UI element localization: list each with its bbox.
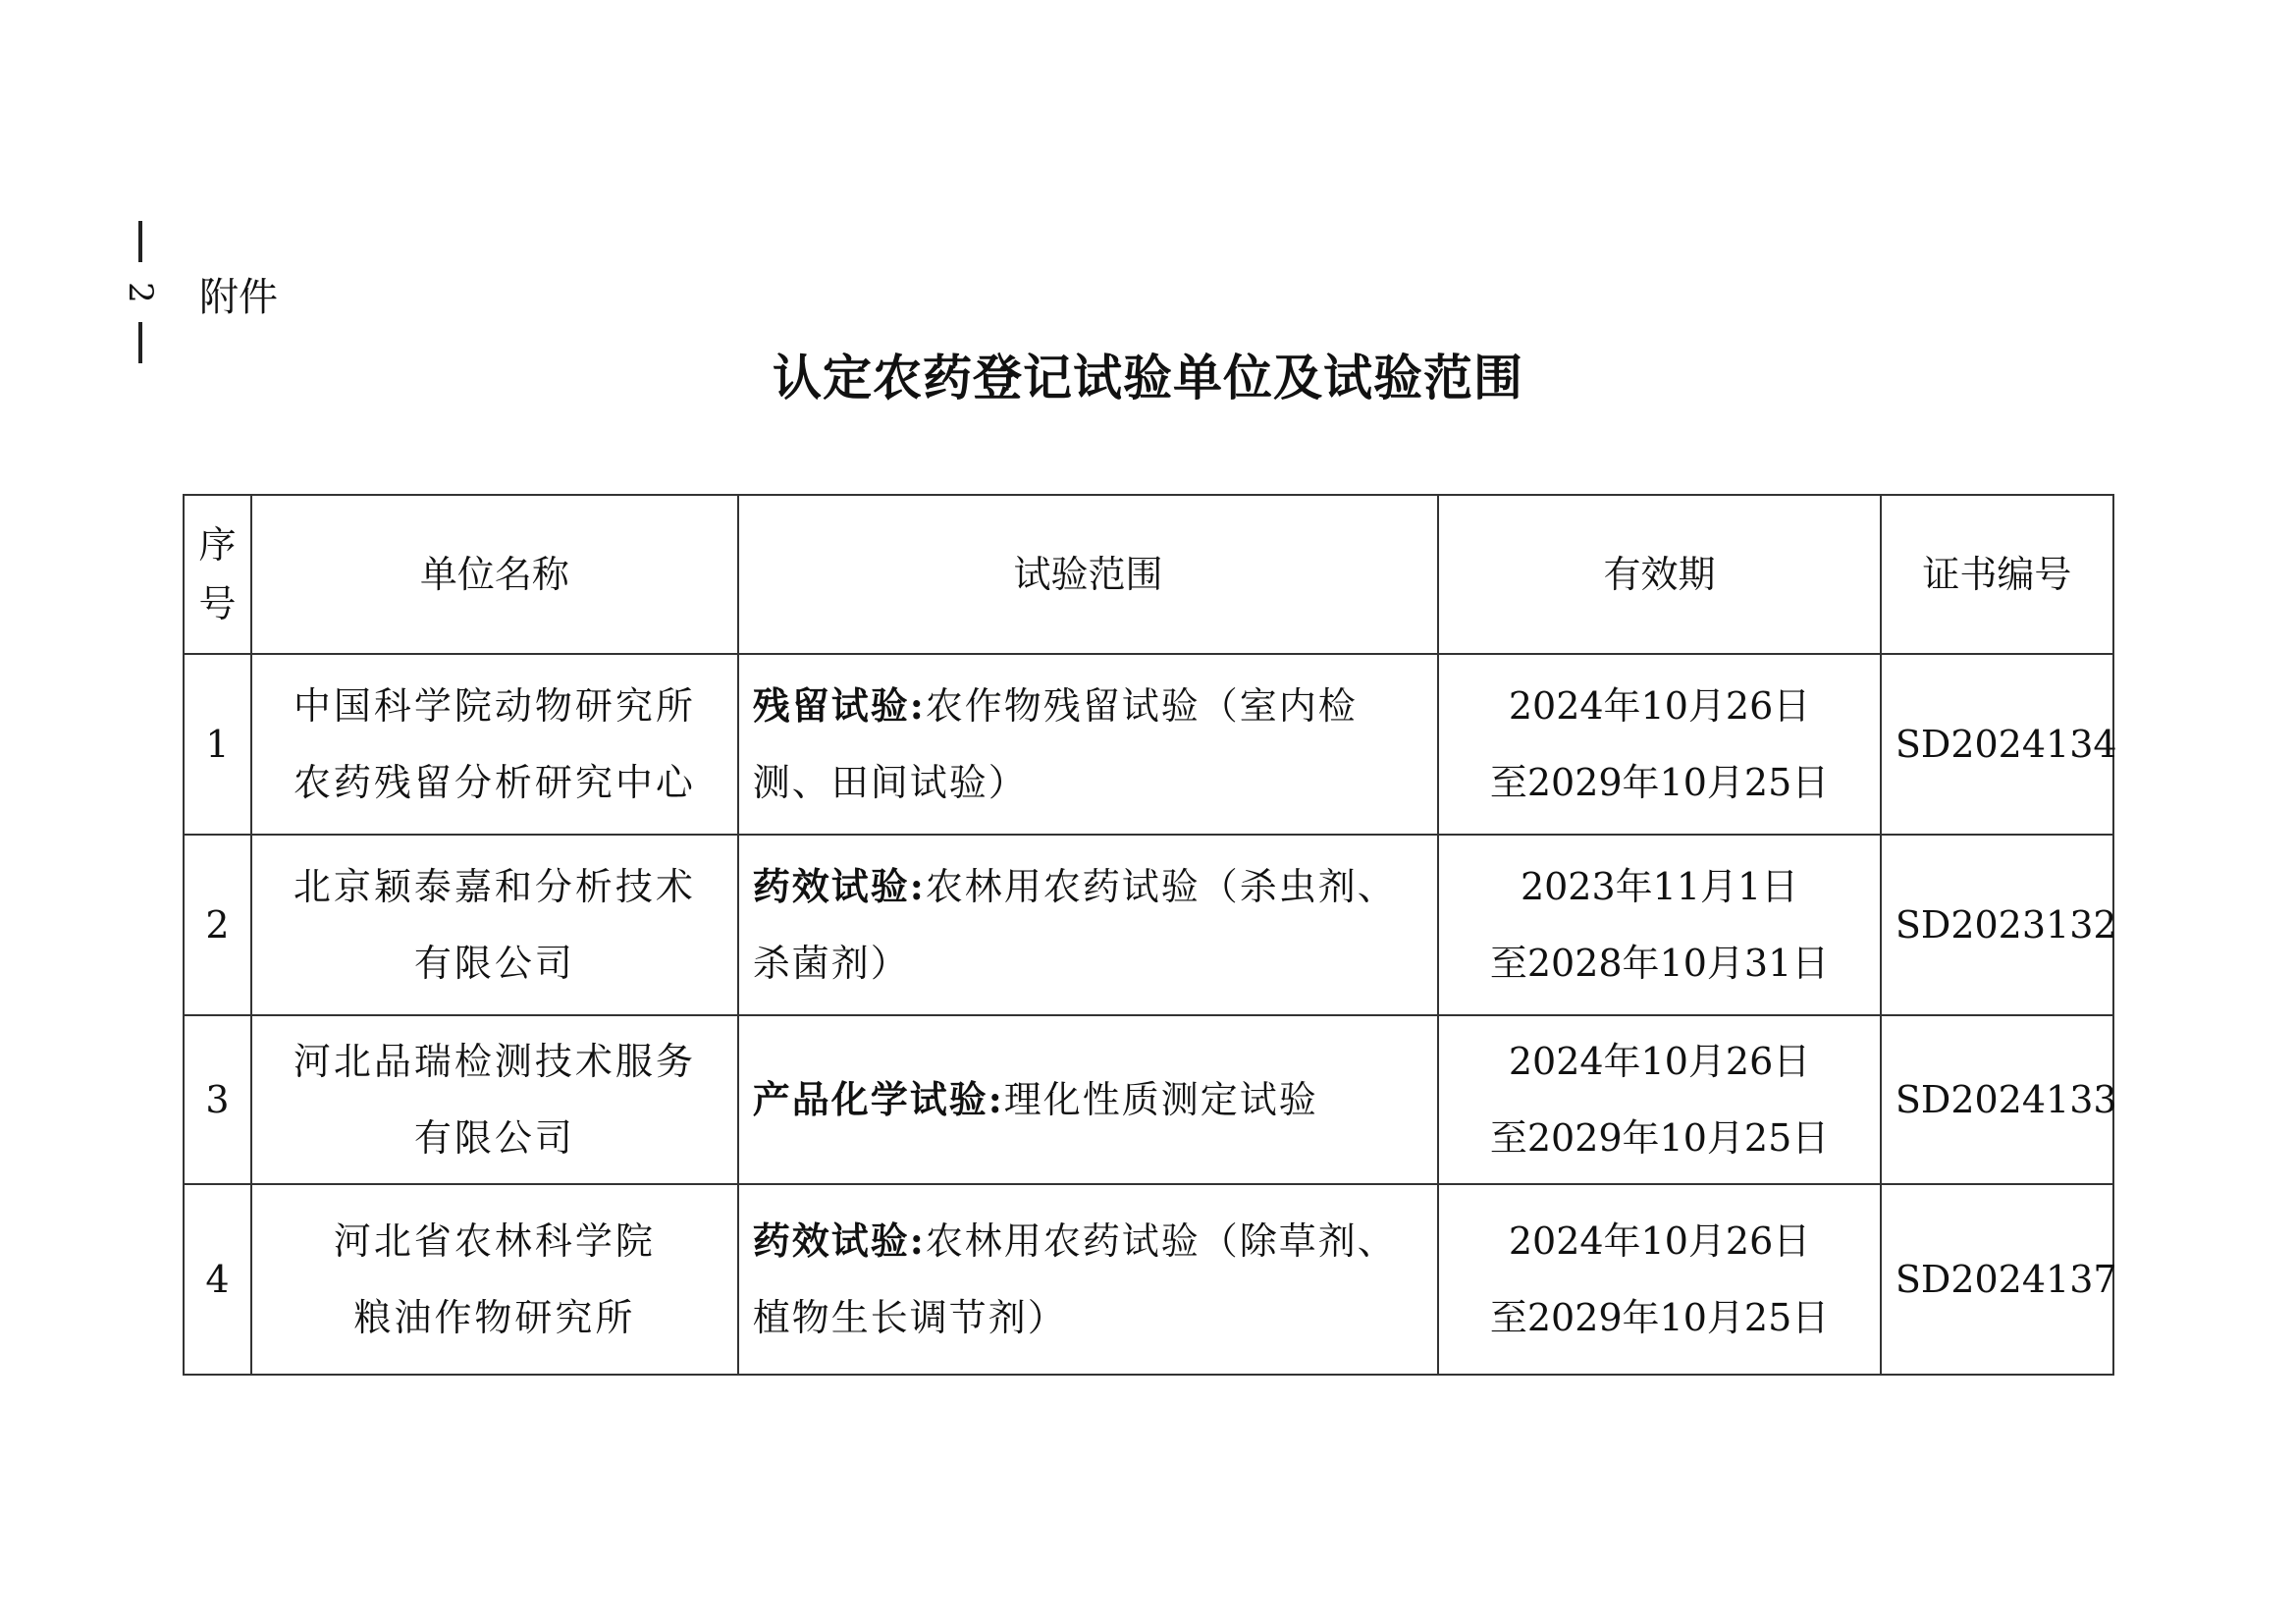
row-seq: 4 [184, 1184, 251, 1375]
attachment-label: 附件 [199, 275, 278, 320]
header-scope: 试验范围 [738, 495, 1439, 654]
row-scope [738, 835, 1439, 1015]
header-unit-name: 单位名称 [251, 495, 738, 654]
unit-name-line2: 农药残留分析研究中心 [293, 761, 696, 804]
unit-name-line1: 河北省农林科学院 [333, 1219, 656, 1263]
scope-category: 药效试验: [752, 864, 926, 908]
row-cert-no: SD2023132 [1881, 835, 2113, 1015]
header-cert-no: 证书编号 [1881, 495, 2113, 654]
scope-category: 残留试验: [752, 683, 926, 728]
valid-to: 至2029年10月25日 [1489, 761, 1830, 804]
row-scope [738, 1015, 1439, 1184]
scope-detail: 农林用农药试验（除草剂、植物生长调节剂） [752, 1219, 1397, 1339]
valid-from: 2024年10月26日 [1508, 1219, 1811, 1263]
units-table [183, 494, 2117, 1376]
table-row [184, 1015, 2113, 1184]
scope-detail: 理化性质测定试验 [1003, 1078, 1318, 1121]
row-cert-no: SD2024133 [1881, 1015, 2113, 1184]
row-validity [1438, 654, 1881, 835]
table-row [184, 654, 2113, 835]
valid-from: 2024年10月26日 [1508, 684, 1811, 728]
row-cert-no: SD2024137 [1881, 1184, 2113, 1375]
row-seq: 2 [184, 835, 251, 1015]
unit-name-line1: 河北品瑞检测技术服务 [293, 1040, 696, 1083]
scope-detail: 农林用农药试验（杀虫剂、杀菌剂） [752, 865, 1397, 985]
table-row [184, 835, 2113, 1015]
table-row [184, 1184, 2113, 1375]
valid-to: 至2028年10月31日 [1489, 942, 1830, 985]
unit-name-line2: 有限公司 [413, 942, 575, 985]
row-validity [1438, 1015, 1881, 1184]
scope-category: 药效试验: [752, 1218, 926, 1263]
unit-name-line1: 中国科学院动物研究所 [293, 684, 696, 728]
valid-from: 2024年10月26日 [1508, 1040, 1811, 1083]
table-header-row [184, 495, 2113, 654]
header-seq-line2: 号 [198, 582, 237, 625]
scope-detail: 农作物残留试验（室内检测、田间试验） [752, 684, 1358, 804]
header-seq-line1: 序 [198, 523, 237, 567]
row-validity [1438, 1184, 1881, 1375]
row-unit-name [251, 654, 738, 835]
header-validity: 有效期 [1438, 495, 1881, 654]
row-seq: 1 [184, 654, 251, 835]
valid-to: 至2029年10月25日 [1489, 1296, 1830, 1339]
page-number-dash-top [138, 221, 142, 262]
row-unit-name [251, 1015, 738, 1184]
valid-from: 2023年11月1日 [1520, 865, 1799, 908]
row-cert-no: SD2024134 [1881, 654, 2113, 835]
unit-name-line2: 粮油作物研究所 [353, 1296, 636, 1339]
document-title: 认定农药登记试验单位及试验范围 [773, 350, 1523, 406]
page-number-marker [116, 221, 165, 363]
unit-name-line1: 北京颖泰嘉和分析技术 [293, 865, 696, 908]
row-unit-name [251, 1184, 738, 1375]
page-number: 2 [120, 281, 160, 303]
scope-category: 产品化学试验: [752, 1077, 1004, 1121]
row-seq: 3 [184, 1015, 251, 1184]
row-validity [1438, 835, 1881, 1015]
valid-to: 至2029年10月25日 [1489, 1116, 1830, 1160]
header-seq [184, 495, 251, 654]
row-unit-name [251, 835, 738, 1015]
row-scope [738, 1184, 1439, 1375]
unit-name-line2: 有限公司 [413, 1116, 575, 1160]
row-scope [738, 654, 1439, 835]
